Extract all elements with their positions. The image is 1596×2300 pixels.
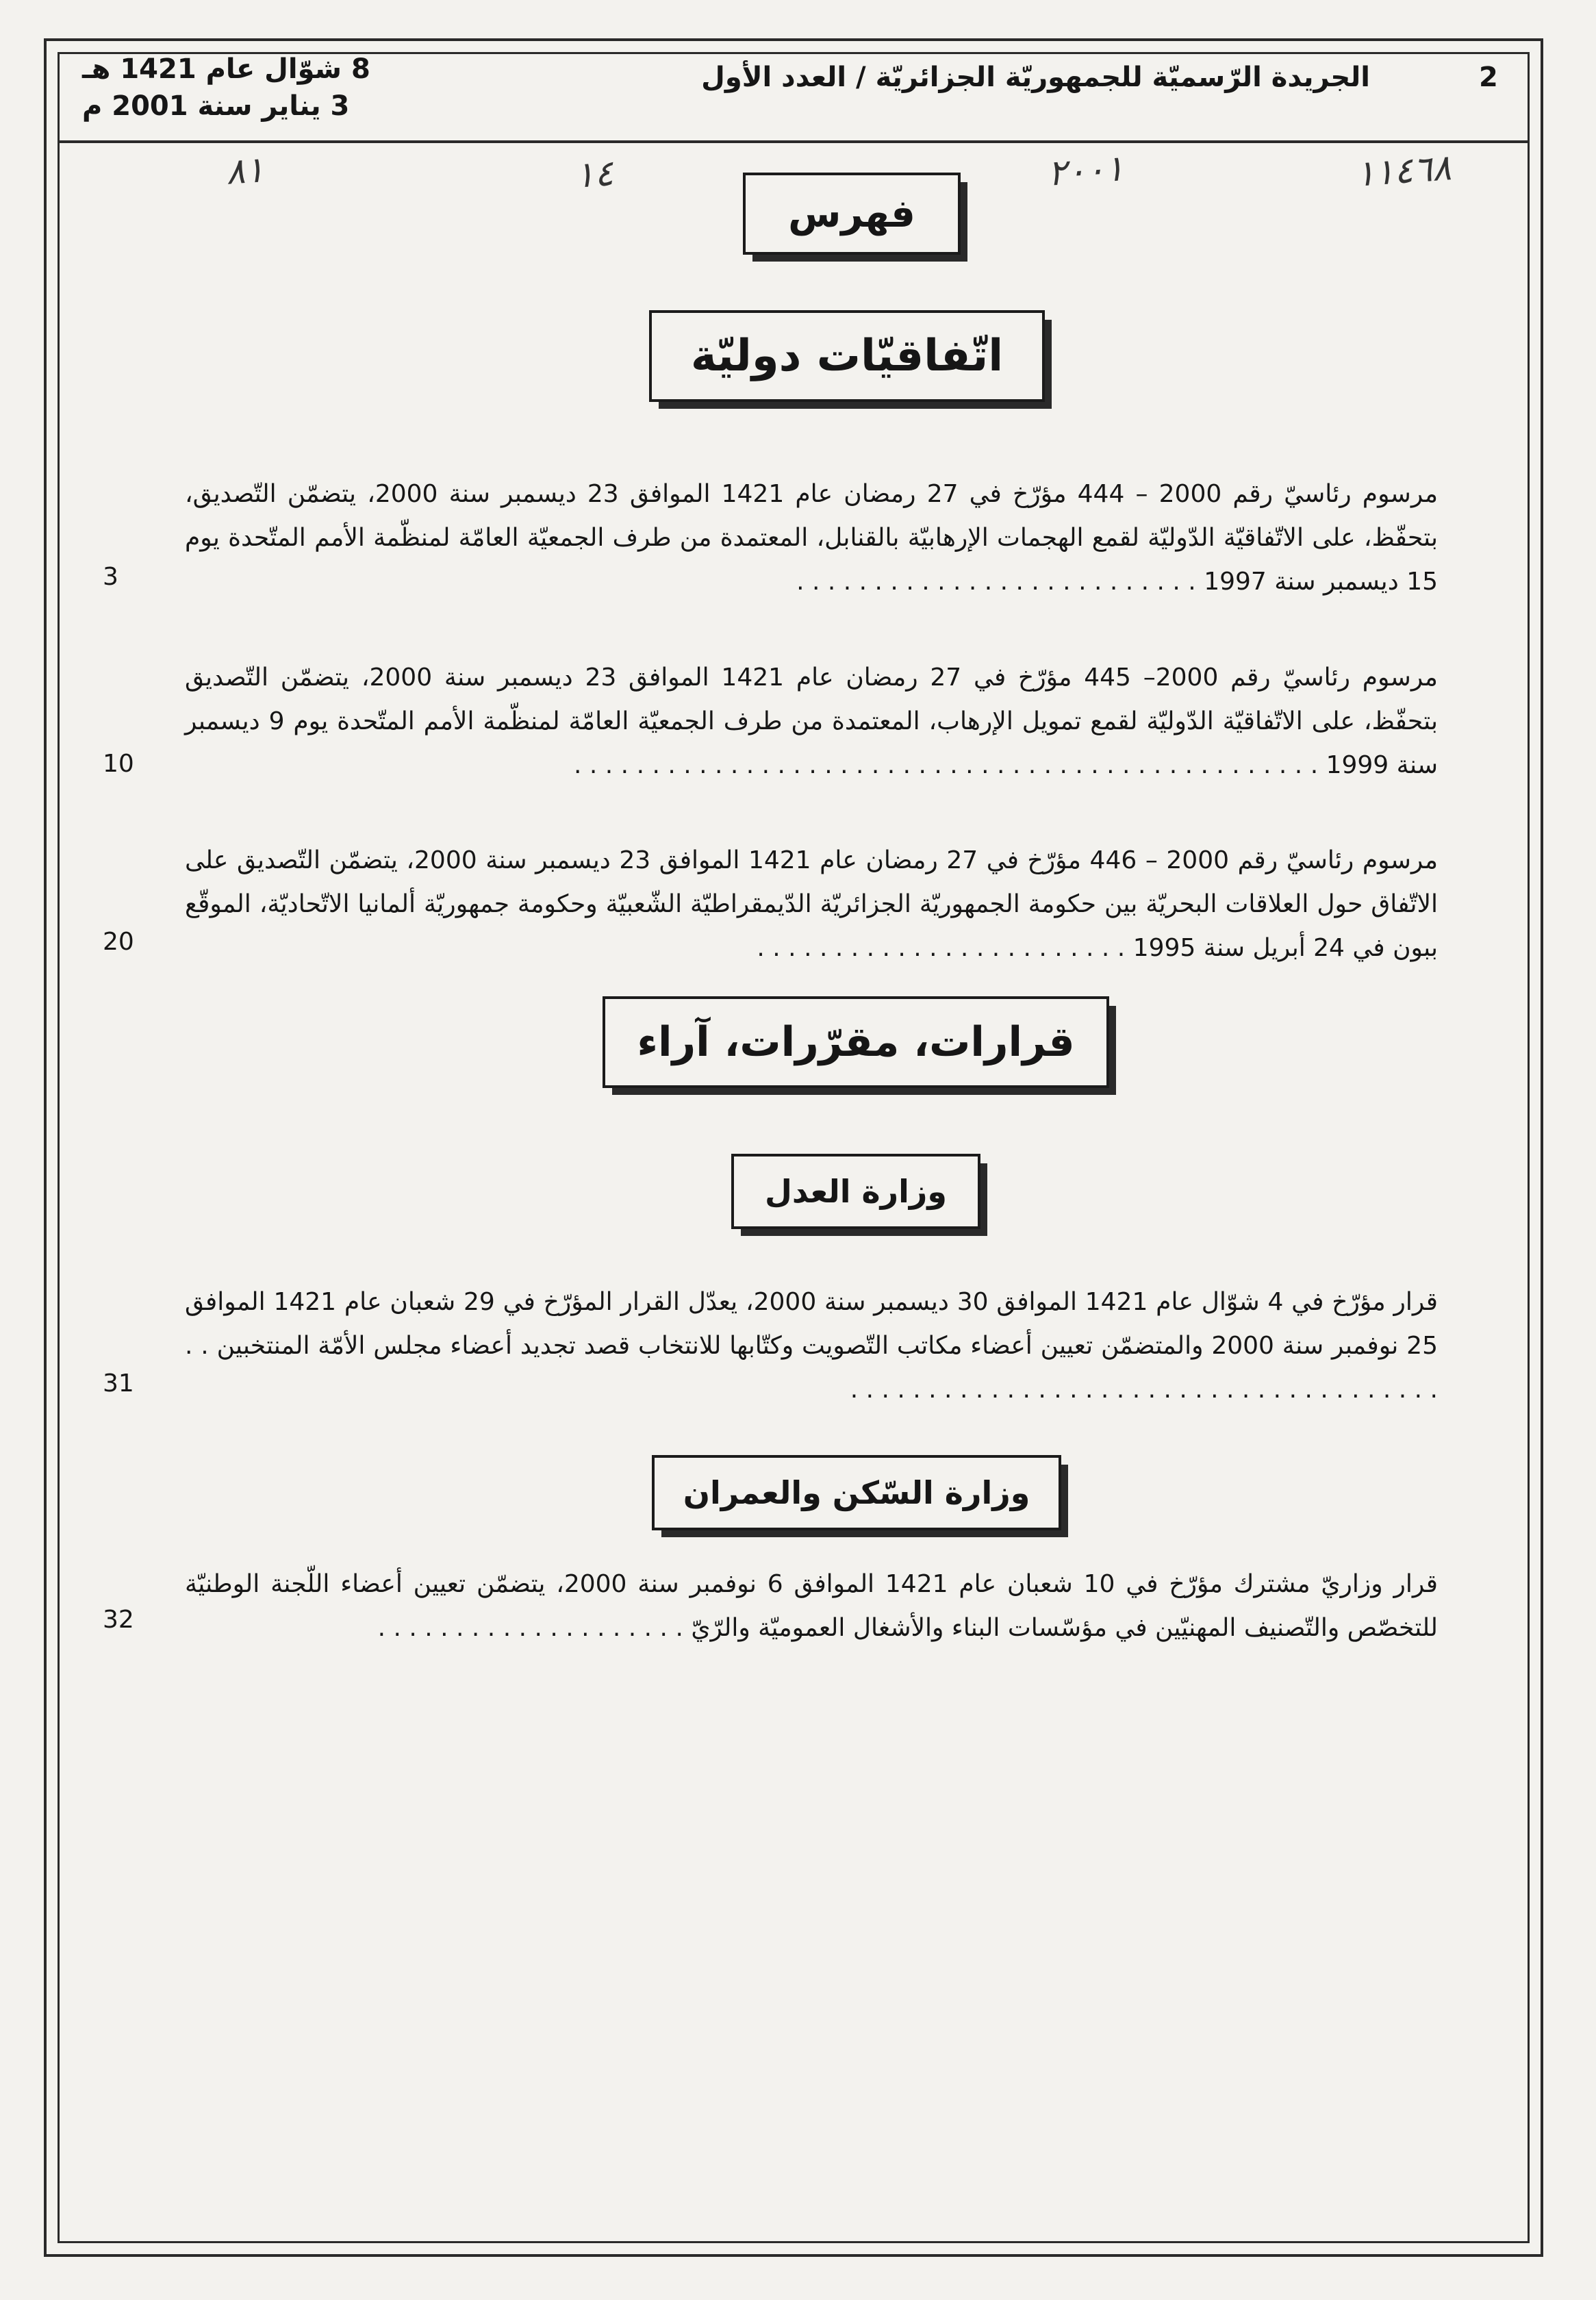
hijri-date: 8 شوّال عام 1421 هـ	[82, 53, 370, 85]
leader-dots: . . . . . . . . . . . . . . . . . . . . . . . . . . . . . . . . . . . . . . . .	[185, 1332, 1438, 1404]
handwritten-note-right: ١١٤٦٨	[1354, 147, 1453, 195]
subsection-heading-housing: وزارة السّكن والعمران	[652, 1455, 1061, 1530]
subsection-heading-justice: وزارة العدل	[731, 1154, 980, 1229]
toc-entry	[185, 1280, 1438, 1412]
leader-dots: . . . . . . . . . . . . . . . . . . . . . . . .	[757, 934, 1126, 962]
toc-entry-text: مرسوم رئاسيّ رقم 2000 – 444 مؤرّخ في 27 رمضان عام 1421 الموافق 23 ديسمبر سنة 2000، يتضمّن التّصديق، بتحفّظ، على الاتّفاقيّة الدّوليّة لقمع الهجمات الإرهابيّة بالقنابل، المعتمدة من طرف الجمعيّة العامّة لمنظّمة الأمم المتّحدة يوم 15 ديسمبر سنة 1997	[185, 480, 1438, 596]
toc-entry-text: قرار وزاريّ مشترك مؤرّخ في 10 شعبان عام 1421 الموافق 6 نوفمبر سنة 2000، يتضمّن تعيين أعضاء اللّجنة الوطنيّة للتخصّص والتّصنيف المهنيّين في مؤسّسات البناء والأشغال العموميّة والرّيّ	[185, 1570, 1438, 1642]
page-number: 2	[1479, 62, 1498, 93]
gazette-title: الجريدة الرّسميّة للجمهوريّة الجزائريّة / العدد الأول	[701, 62, 1370, 93]
section-heading-international-agreements: اتّفاقيّات دوليّة	[649, 310, 1045, 402]
handwritten-note-left: ٨١	[224, 149, 266, 193]
toc-entry	[185, 839, 1438, 970]
handwritten-year: ٢٠٠١	[1046, 148, 1126, 194]
toc-page-number: 3	[103, 563, 118, 591]
leader-dots: . . . . . . . . . . . . . . . . . . . .	[377, 1614, 683, 1642]
leader-dots: . . . . . . . . . . . . . . . . . . . . . . . . . .	[796, 568, 1196, 596]
toc-page-number: 10	[103, 750, 134, 778]
gregorian-date: 3 يناير سنة 2001 م	[82, 90, 350, 122]
toc-page-number: 20	[103, 928, 134, 956]
header-divider	[58, 140, 1530, 143]
leader-dots: . . . . . . . . . . . . . . . . . . . . . . . . . . . . . . . . . . . . . . . . . . . . . . . .	[574, 751, 1319, 779]
section-heading-decisions: قرارات، مقرّرات، آراء	[603, 996, 1109, 1088]
toc-entry-text: مرسوم رئاسيّ رقم 2000– 445 مؤرّخ في 27 رمضان عام 1421 الموافق 23 ديسمبر سنة 2000، يتضمّن التّصديق بتحفّظ، على الاتّفاقيّة الدّوليّة لقمع تمويل الإرهاب، المعتمدة من طرف الجمعيّة العامّة لمنظّمة الأمم المتّحدة يوم 9 ديسمبر سنة 1999	[185, 664, 1438, 779]
toc-page-number: 31	[103, 1369, 134, 1398]
contents-heading: فهرس	[743, 173, 961, 255]
handwritten-note-middle: ١٤	[573, 153, 615, 197]
toc-page-number: 32	[103, 1606, 134, 1634]
toc-entry-text: قرار مؤرّخ في 4 شوّال عام 1421 الموافق 30 ديسمبر سنة 2000، يعدّل القرار المؤرّخ في 29 شعبان عام 1421 الموافق 25 نوفمبر سنة 2000 والمتضمّن تعيين أعضاء مكاتب التّصويت وكتّابها للانتخاب قصد تجديد أعضاء مجلس الأمّة المنتخبين	[185, 1288, 1438, 1360]
toc-entry	[185, 472, 1438, 604]
toc-entry	[185, 656, 1438, 787]
toc-entry	[185, 1563, 1438, 1650]
toc-entry-text: مرسوم رئاسيّ رقم 2000 – 446 مؤرّخ في 27 رمضان عام 1421 الموافق 23 ديسمبر سنة 2000، يتضمّن التّصديق على الاتّفاق حول العلاقات البحريّة بين حكومة الجمهوريّة الجزائريّة الدّيمقراطيّة الشّعبيّة وحكومة جمهوريّة ألمانيا الاتّحاديّة، الموقّع ببون في 24 أبريل سنة 1995	[185, 846, 1439, 962]
